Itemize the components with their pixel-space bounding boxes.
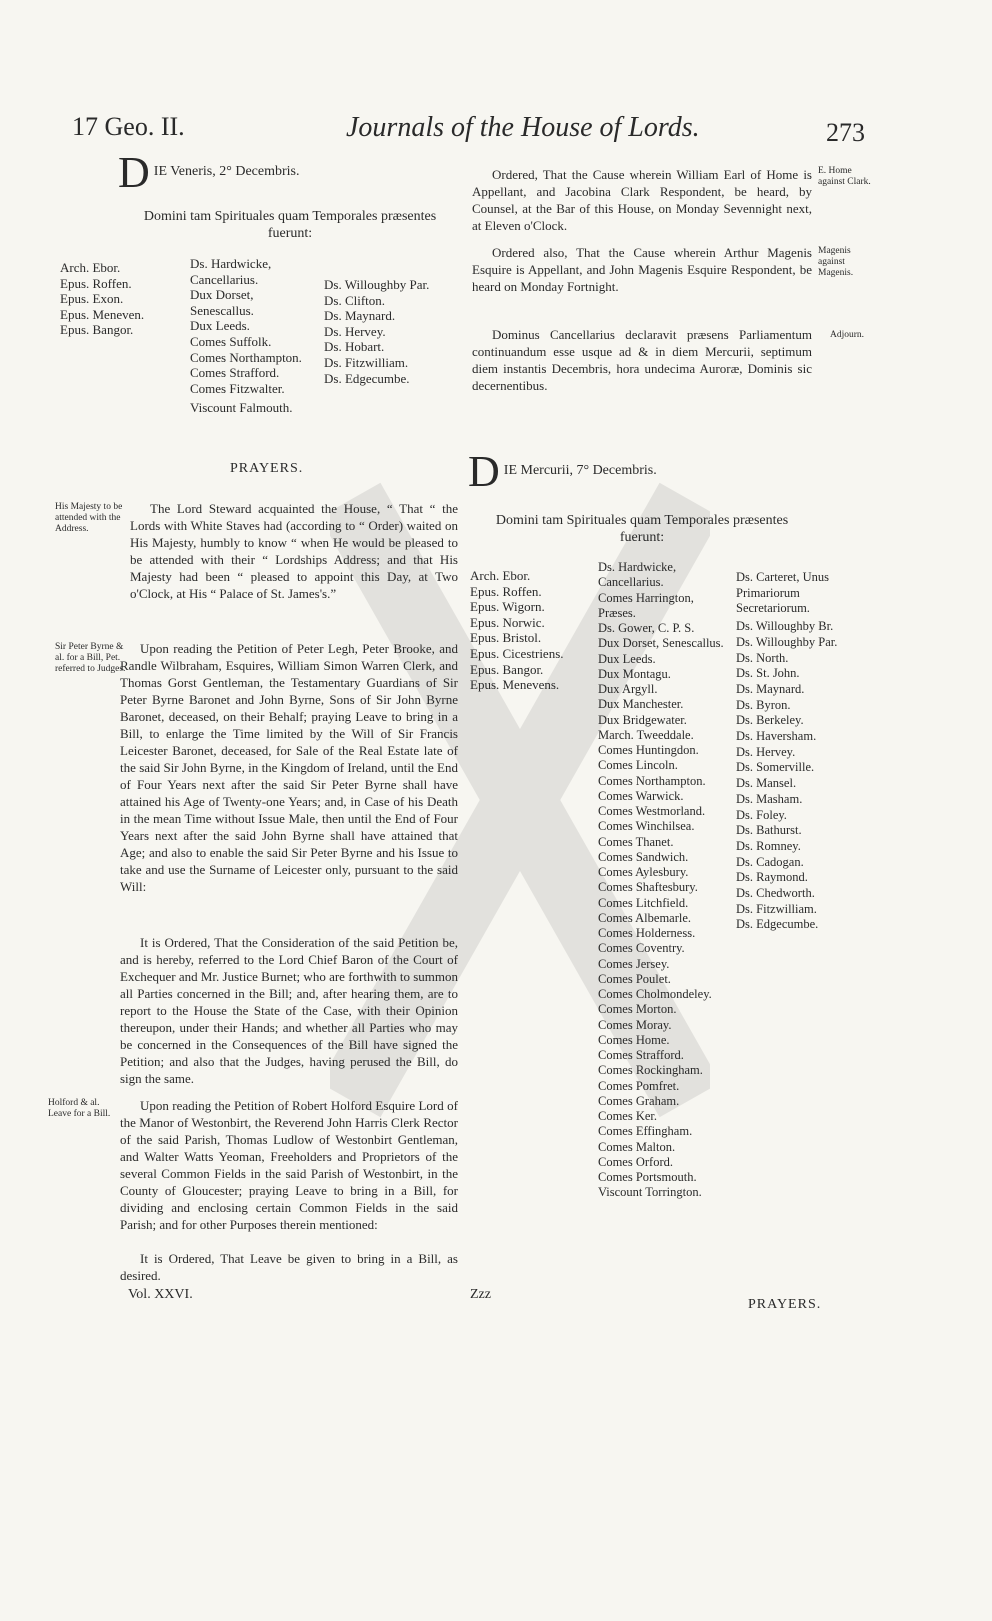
- list-item: Ds. Willoughby Par.: [324, 277, 430, 292]
- list-item: Ds. Chedworth.: [736, 886, 815, 901]
- list-item: Comes Holderness.: [598, 926, 696, 940]
- list-item: Ds. Romney.: [736, 838, 801, 853]
- signature-mark: Zzz: [470, 1287, 491, 1302]
- list-item: Ds. Fitzwilliam.: [736, 901, 817, 916]
- day1-list-temporal-b: [324, 277, 429, 386]
- list-item: Ds. Byron.: [736, 697, 791, 712]
- list-item: Ds. Hardwicke, Cancellarius.: [190, 256, 272, 287]
- list-item: Comes Suffolk.: [190, 333, 272, 349]
- list-item: Epus. Exon.: [60, 291, 124, 307]
- list-item: Epus. Roffen.: [470, 583, 542, 599]
- day1-list-temporal-a: [190, 256, 320, 416]
- list-item: Comes Northampton.: [190, 349, 302, 365]
- list-item: Ds. Raymond.: [736, 870, 808, 885]
- list-item: Ds. Berkeley.: [736, 713, 804, 728]
- day2-list-temporal-a: [598, 560, 726, 1201]
- paragraph-byrne-petition: Upon reading the Petition of Peter Legh, Peter Brooke, and Randle Wilbraham, Esquires, William Simon Warren Clerk, and Thomas Gorst Gentleman, the Testamentary Guardians of Sir Peter Byrne Baronet and John Byrne, Sons of Sir John Byrne Baronet, deceased, on their Behalf; praying Leave to bring in a Bill, to enlarge the Time limited by the Will of Sir Francis Leicester Baronet, deceased, for Sale of the Real Estate late of the said Sir John Byrne, in the Kingdom of Ireland, until the End of Four Years next after the said Sir Peter Byrne shall have attained his Age of Twenty-one Years; and, in Case of his Death in the mean Time without Issue Male, then until the End of Four Years next after the said John Byrne shall have attained that Age; and also to enable the said Sir Peter Byrne and his Issue to take and use the Surname of Leicester only, pursuant to the said Will:: [120, 641, 458, 894]
- list-item: Comes Cholmondeley.: [598, 987, 712, 1001]
- list-item: Ds. Cadogan.: [736, 854, 804, 869]
- list-item: Comes Litchfield.: [598, 895, 689, 910]
- list-item: Comes Moray.: [598, 1017, 672, 1032]
- list-item: Comes Portsmouth.: [598, 1170, 697, 1184]
- list-item: Epus. Menevens.: [470, 677, 560, 693]
- list-item: Comes Graham.: [598, 1093, 680, 1108]
- list-item: Comes Ker.: [598, 1109, 658, 1123]
- list-item: Ds. Fitzwilliam.: [324, 354, 409, 370]
- list-item: Ds. Hardwicke, Cancellarius.: [598, 560, 677, 590]
- list-item: March. Tweeddale.: [598, 727, 694, 742]
- list-item: Ds. Hervey.: [324, 323, 386, 339]
- paragraph-holford-order: It is Ordered, That Leave be given to bring in a Bill, as desired.: [120, 1251, 458, 1283]
- list-item: Ds. Hobart.: [324, 339, 385, 355]
- list-item: Comes Lincoln.: [598, 758, 678, 773]
- list-item: Dux Manchester.: [598, 697, 684, 712]
- margin-note: E. Home against Clark.: [818, 166, 871, 187]
- list-item: Dux Dorset, Senescallus.: [190, 287, 254, 318]
- margin-note: Magenis against Magenis.: [818, 246, 854, 278]
- list-item: Dux Dorset, Senescallus.: [598, 636, 724, 651]
- day2-list-temporal-b: [736, 570, 864, 933]
- paragraph-home-clark: Ordered, That the Cause wherein William Earl of Home is Appellant, and Jacobina Clark Respondent, be heard, by Counsel, at the Bar of this House, on Monday Sevennight next, at Eleven o'Clock.: [472, 167, 812, 233]
- list-item: Comes Morton.: [598, 1002, 677, 1017]
- list-item: Comes Northampton.: [598, 773, 706, 788]
- list-item: Ds. Hervey.: [736, 744, 796, 759]
- list-item: Viscount Falmouth.: [190, 400, 293, 416]
- margin-note: His Majesty to be attended with the Address.: [55, 502, 123, 534]
- list-item: Ds. North.: [736, 650, 789, 665]
- list-item: Epus. Bangor.: [60, 322, 134, 338]
- list-item: Dux Montagu.: [598, 666, 671, 681]
- list-item: Ds. Willoughby Br.: [736, 619, 834, 634]
- list-item: Dux Leeds.: [598, 651, 656, 666]
- day1-present-line: Domini tam Spirituales quam Temporales præsentes fuerunt:: [143, 209, 437, 241]
- paragraph-holford-petition: Upon reading the Petition of Robert Holford Esquire Lord of the Manor of Westonbirt, the Reverend John Harris Clerk Rector of the said Parish, Thomas Ludlow of Westonbirt Gentleman, and Walter Watts Yeoman, Freeholders and Proprietors of the several Common Fields in the said Parish of Westonbirt, in the County of Gloucester; praying Leave to bring in a Bill, for dividing and enclosing certain Common Fields in the said Parish; and for other Purposes therein mentioned:: [120, 1098, 458, 1232]
- margin-note: Holford & al. Leave for a Bill.: [48, 1098, 111, 1119]
- list-item: Comes Thanet.: [598, 834, 674, 849]
- day1-list-spiritual: [60, 260, 144, 338]
- day2-list-spiritual: [470, 568, 564, 693]
- list-item: Comes Warwick.: [598, 788, 684, 803]
- volume-mark: Vol. XXVI.: [128, 1287, 193, 1302]
- list-item: Ds. Mansel.: [736, 776, 797, 791]
- page-number: 273: [826, 118, 865, 147]
- list-item: Ds. Haversham.: [736, 729, 817, 744]
- day2-present-line: Domini tam Spirituales quam Temporales præsentes fuerunt:: [495, 513, 789, 545]
- list-item: Dux Leeds.: [190, 318, 250, 334]
- list-item: Comes Effingham.: [598, 1124, 693, 1139]
- list-item: Epus. Bristol.: [470, 630, 542, 646]
- list-item: Ds. Somerville.: [736, 760, 815, 775]
- margin-note: Sir Peter Byrne & al. for a Bill, Pet. referred to Judges.: [55, 642, 126, 674]
- list-item: Comes Winchilsea.: [598, 819, 695, 834]
- list-item: Comes Rockingham.: [598, 1063, 703, 1078]
- catchword: PRAYERS.: [748, 1297, 822, 1312]
- list-item: Comes Aylesbury.: [598, 865, 689, 879]
- list-item: Epus. Roffen.: [60, 275, 132, 291]
- list-item: Comes Huntingdon.: [598, 743, 699, 757]
- list-item: Epus. Cicestriens.: [470, 645, 564, 661]
- page-title: Journals of the House of Lords.: [346, 112, 700, 143]
- margin-note: Adjourn.: [830, 330, 865, 340]
- day1-heading-initial: D: [118, 148, 150, 197]
- list-item: Comes Strafford.: [190, 365, 280, 381]
- list-item: Comes Coventry.: [598, 941, 685, 956]
- list-item: Comes Strafford.: [598, 1048, 684, 1062]
- list-item: Ds. Edgecumbe.: [736, 917, 819, 932]
- paragraph-magenis: Ordered also, That the Cause wherein Arthur Magenis Esquire is Appellant, and John Magenis Esquire Respondent, be heard on Monday Fortnight.: [472, 245, 812, 294]
- list-item: Comes Sandwich.: [598, 849, 689, 864]
- list-item: Comes Shaftesbury.: [598, 880, 698, 895]
- day1-prayers: PRAYERS.: [230, 461, 304, 476]
- list-item: Dux Argyll.: [598, 682, 658, 696]
- list-item: Dux Bridgewater.: [598, 712, 687, 727]
- list-item: Comes Poulet.: [598, 971, 671, 986]
- list-item: Ds. Maynard.: [324, 308, 396, 324]
- list-item: Viscount Torrington.: [598, 1185, 702, 1200]
- list-item: Ds. Clifton.: [324, 292, 386, 308]
- list-item: Ds. Masham.: [736, 791, 803, 806]
- list-item: Epus. Wigorn.: [470, 599, 545, 615]
- day1-heading-text: IE Veneris, 2° Decembris.: [153, 164, 300, 179]
- list-item: Ds. Gower, C. P. S.: [598, 621, 695, 635]
- header-regnal-year: 17 Geo. II.: [72, 112, 185, 141]
- list-item: Ds. Foley.: [736, 807, 787, 822]
- day1-heading: [118, 148, 458, 197]
- list-item: Arch. Ebor.: [60, 260, 121, 275]
- list-item: Comes Albemarle.: [598, 910, 692, 925]
- list-item: Ds. St. John.: [736, 666, 800, 681]
- list-item: Comes Malton.: [598, 1139, 676, 1154]
- list-item: Epus. Norwic.: [470, 614, 545, 630]
- list-item: Ds. Bathurst.: [736, 823, 802, 838]
- list-item: Comes Jersey.: [598, 956, 670, 971]
- day2-heading-initial: D: [468, 447, 500, 496]
- day2-heading: [468, 447, 828, 496]
- list-item: Ds. Carteret, Unus Primariorum Secretariorum.: [736, 570, 830, 616]
- list-item: Comes Orford.: [598, 1154, 673, 1169]
- list-item: Ds. Maynard.: [736, 681, 805, 696]
- list-item: Ds. Edgecumbe.: [324, 370, 410, 386]
- paragraph-adjournment: Dominus Cancellarius declaravit præsens Parliamentum continuandum esse usque ad & in diem Mercurii, septimum diem instantis Decembris, hora undecima Auroræ, Dominis sic decernentibus.: [472, 327, 812, 393]
- list-item: Comes Fitzwalter.: [190, 380, 285, 396]
- list-item: Ds. Willoughby Par.: [736, 634, 838, 649]
- list-item: Epus. Meneven.: [60, 306, 145, 322]
- list-item: Comes Pomfret.: [598, 1078, 680, 1093]
- list-item: Epus. Bangor.: [470, 661, 544, 677]
- paragraph-lord-steward: The Lord Steward acquainted the House, “ That “ the Lords with White Staves had (according to “ Order) waited on His Majesty, humbly to know “ when He would be pleased to be attended with their “ Lordships Address; and that His Majesty had been “ pleased to appoint this Day, at Two o'Clock, at His “ Palace of St. James's.”: [130, 501, 458, 601]
- list-item: Comes Harrington, Præses.: [598, 590, 694, 620]
- paragraph-byrne-order: It is Ordered, That the Consideration of the said Petition be, and is hereby, referred to the Lord Chief Baron of the Court of Exchequer and Mr. Justice Burnet; who are forthwith to summon all Parties concerned in the Bill; and, after hearing them, are to report to the House the State of the Case, with their Opinion thereupon, under their Hands; and whether all Parties who may be concerned in the Consequences of the Bill have signed the Petition; and also that the Judges, having perused the Bill, do sign the same.: [120, 935, 458, 1086]
- list-item: Arch. Ebor.: [470, 568, 531, 583]
- list-item: Comes Westmorland.: [598, 804, 706, 818]
- list-item: Comes Home.: [598, 1032, 670, 1047]
- day2-heading-text: IE Mercurii, 7° Decembris.: [503, 463, 657, 478]
